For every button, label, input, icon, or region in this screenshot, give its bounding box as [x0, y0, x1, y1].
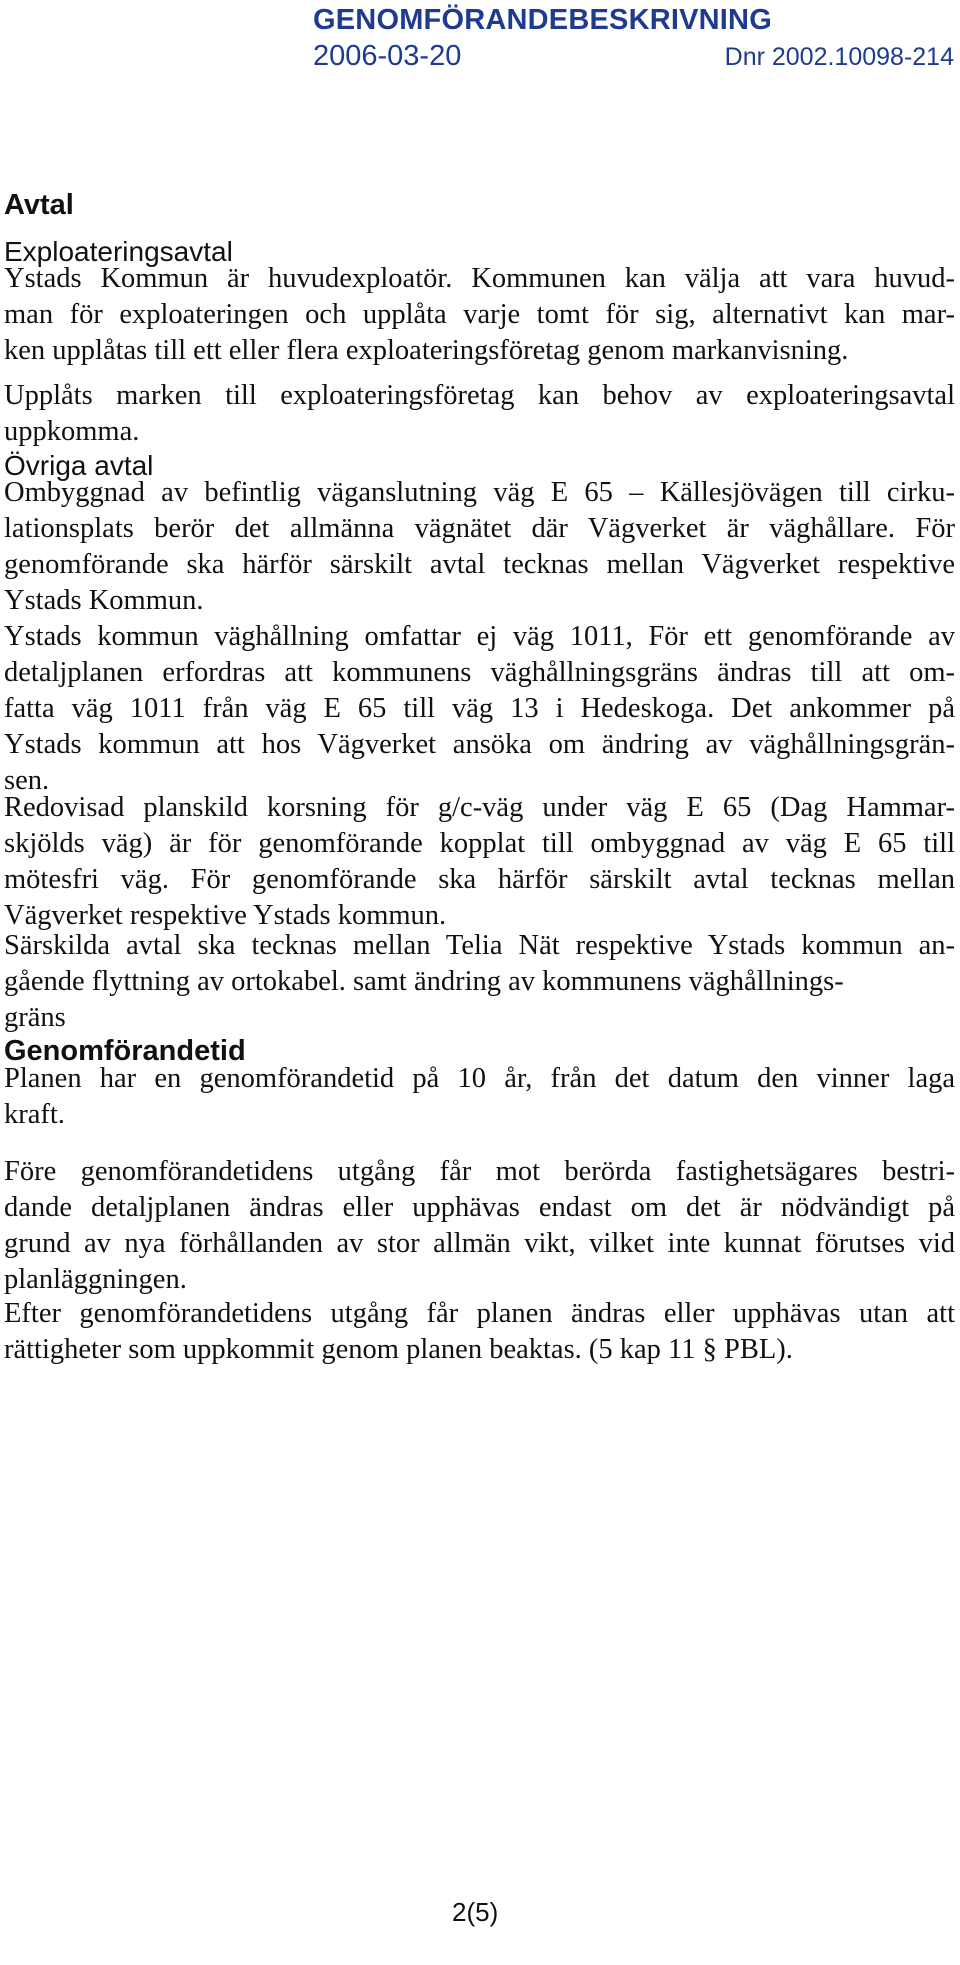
- paragraph-fore-utgang: [4, 1154, 955, 1298]
- paragraph-genomforandetid: [4, 1061, 955, 1133]
- text-line: gående flyttning av ortokabel. samt ändring av kommunens väghållnings-: [4, 966, 844, 997]
- heading-ovriga-avtal: Övriga avtal: [4, 450, 154, 481]
- text-line: gräns: [4, 1002, 66, 1033]
- text-line: Planen har en genomförandetid på 10 år, från det datum den vinner laga: [4, 1063, 955, 1094]
- document-date: 2006-03-20: [313, 40, 462, 72]
- document-title: GENOMFÖRANDEBESKRIVNING: [313, 4, 772, 36]
- text-line: man för exploateringen och upplåta varje tomt för sig, alternativt kan mar-: [4, 299, 955, 330]
- text-line: kraft.: [4, 1099, 65, 1130]
- paragraph-efter-utgang: [4, 1296, 955, 1368]
- paragraph-vaganslutning: [4, 475, 955, 619]
- page-number: 2(5): [452, 1897, 499, 1927]
- text-line: Ystads Kommun är huvudexploatör. Kommunen kan välja att vara huvud-: [4, 263, 955, 294]
- text-line: grund av nya förhållanden av stor allmän vikt, vilket inte kunnat förutses vid: [4, 1228, 955, 1259]
- text-line: Ystads kommun att hos Vägverket ansöka om ändring av väghållningsgrän-: [4, 729, 955, 760]
- text-line: Ystads kommun väghållning omfattar ej väg 1011, För ett genomförande av: [4, 621, 955, 652]
- text-line: uppkomma.: [4, 416, 140, 447]
- text-line: rättigheter som uppkommit genom planen beaktas. (5 kap 11 § PBL).: [4, 1334, 793, 1365]
- heading-genomforandetid: Genomförandetid: [4, 1035, 246, 1067]
- text-line: fatta väg 1011 från väg E 65 till väg 13 i Hedeskoga. Det ankommer på: [4, 693, 955, 724]
- text-line: ken upplåtas till ett eller flera exploateringsföretag genom markanvisning.: [4, 335, 849, 366]
- text-line: skjölds väg) är för genomförande kopplat till ombyggnad av väg E 65 till: [4, 828, 955, 859]
- text-line: Redovisad planskild korsning för g/c-väg under väg E 65 (Dag Hammar-: [4, 792, 955, 823]
- text-line: dande detaljplanen ändras eller upphävas endast om det är nödvändigt på: [4, 1192, 955, 1223]
- text-line: Ombyggnad av befintlig väganslutning väg E 65 – Källesjövägen till cirku-: [4, 477, 955, 508]
- text-line: lationsplats berör det allmänna vägnätet där Vägverket är väghållare. För: [4, 513, 955, 544]
- text-line: planläggningen.: [4, 1264, 187, 1295]
- paragraph-telia: [4, 928, 955, 1036]
- text-line: Upplåts marken till exploateringsföretag kan behov av exploateringsavtal: [4, 380, 955, 411]
- text-line: Efter genomförandetidens utgång får planen ändras eller upphävas utan att: [4, 1298, 955, 1329]
- paragraph-vaghallning: [4, 619, 955, 799]
- text-line: genomförande ska härför särskilt avtal tecknas mellan Vägverket respektive: [4, 549, 955, 580]
- paragraph-huvudexploator: [4, 261, 955, 369]
- paragraph-exploateringsavtal-behov: [4, 378, 955, 450]
- text-line: mötesfri väg. För genomförande ska härför särskilt avtal tecknas mellan: [4, 864, 955, 895]
- heading-avtal: Avtal: [4, 189, 74, 221]
- text-line: Vägverket respektive Ystads kommun.: [4, 900, 447, 931]
- paragraph-planskild-korsning: [4, 790, 955, 934]
- text-line: Särskilda avtal ska tecknas mellan Telia Nät respektive Ystads kommun an-: [4, 930, 955, 961]
- heading-exploateringsavtal: Exploateringsavtal: [4, 236, 233, 267]
- document-diary-number: Dnr 2002.10098-214: [724, 43, 954, 71]
- text-line: Ystads Kommun.: [4, 585, 204, 616]
- text-line: detaljplanen erfordras att kommunens väghållningsgräns ändras till att om-: [4, 657, 955, 688]
- text-line: sen.: [4, 765, 50, 796]
- text-line: Före genomförandetidens utgång får mot berörda fastighetsägares bestri-: [4, 1156, 955, 1187]
